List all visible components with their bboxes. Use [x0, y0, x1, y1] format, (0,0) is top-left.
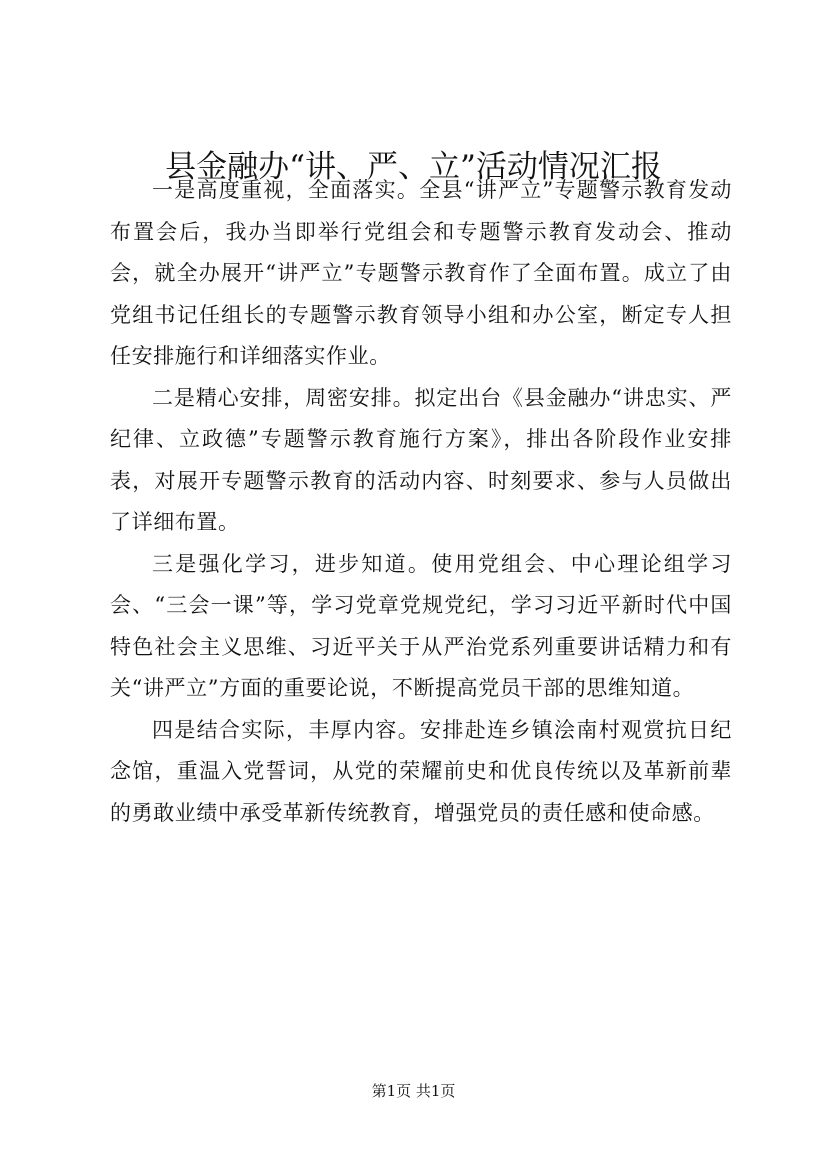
paragraph-2: 二是精心安排，周密安排。拟定出台《县金融办“讲忠实、严纪律、立政德”专题警示教育施行方案》，排出各阶段作业安排表，对展开专题警示教育的活动内容、时刻要求、参与人员做出了详细布置。: [110, 385, 732, 534]
document-title: 县金融办“讲、严、立”活动情况汇报: [165, 149, 662, 185]
document-body: [110, 170, 732, 834]
page-footer: [0, 1081, 827, 1101]
paragraph-4: 四是结合实际，丰厚内容。安排赴连乡镇浍南村观赏抗日纪念馆，重温入党誓词，从党的荣耀前史和优良传统以及革新前辈的勇敢业绩中承受革新传统教育，增强党员的责任感和使命感。: [110, 717, 732, 825]
page-number-label: 第1页 共1页: [371, 1082, 456, 1100]
paragraph-3: 三是强化学习，进步知道。使用党组会、中心理论组学习会、“三会一课”等，学习党章党规党纪，学习习近平新时代中国特色社会主义思维、习近平关于从严治党系列重要讲话精力和有关“讲严立”方面的重要论说，不断提高党员干部的思维知道。: [110, 551, 732, 700]
paragraph-1: 一是高度重视，全面落实。全县“讲严立”专题警示教育发动布置会后，我办当即举行党组会和专题警示教育发动会、推动会，就全办展开“讲严立”专题警示教育作了全面布置。成立了由党组书记任组长的专题警示教育领导小组和办公室，断定专人担任安排施行和详细落实作业。: [110, 178, 732, 368]
